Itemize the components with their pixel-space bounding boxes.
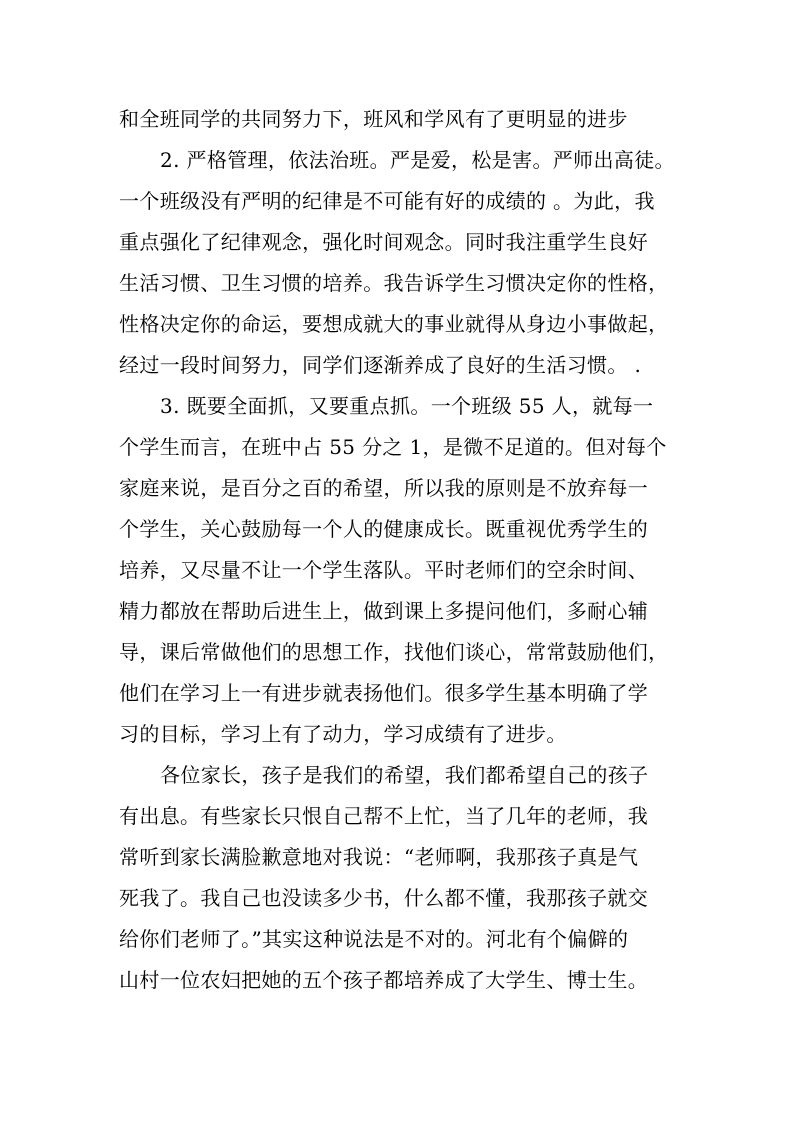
text-line: 山村一位农妇把她的五个孩子都培养成了大学生、博士生。	[119, 968, 649, 992]
text-line: 2. 严格管理，依法治班。严是爱，松是害。严师出高徒。	[160, 148, 675, 172]
text-line: 导，课后常做他们的思想工作，找他们谈心，常常鼓励他们，	[119, 640, 669, 664]
text-line: 有出息。有些家长只恨自己帮不上忙，当了几年的老师，我	[119, 804, 649, 828]
text-line: 重点强化了纪律观念，强化时间观念。同时我注重学生良好	[119, 230, 649, 254]
text-line: 生活习惯、卫生习惯的培养。我告诉学生习惯决定你的性格，	[119, 271, 669, 295]
text-line: 3. 既要全面抓，又要重点抓。一个班级 55 人，就每一	[160, 394, 654, 418]
text-line: 和全班同学的共同努力下，班风和学风有了更明显的进步	[119, 107, 628, 131]
text-line: 培养，又尽量不让一个学生落队。平时老师们的空余时间、	[119, 558, 649, 582]
text-line: 习的目标，学习上有了动力，学习成绩有了进步。	[119, 722, 567, 746]
text-line: 给你们老师了。”其实这种说法是不对的。河北有个偏僻的	[119, 927, 629, 951]
text-line: 精力都放在帮助后进生上，做到课上多提问他们，多耐心辅	[119, 599, 649, 623]
text-line: 性格决定你的命运，要想成就大的事业就得从身边小事做起，	[119, 312, 669, 336]
text-line: 个学生，关心鼓励每一个人的健康成长。既重视优秀学生的	[119, 517, 649, 541]
text-line: 他们在学习上一有进步就表扬他们。很多学生基本明确了学	[119, 681, 649, 705]
text-line: 各位家长，孩子是我们的希望，我们都希望自己的孩子	[160, 763, 649, 787]
text-line: 个学生而言，在班中占 55 分之 1，是微不足道的。但对每个	[119, 435, 667, 459]
text-line: 常听到家长满脸歉意地对我说：“老师啊，我那孩子真是气	[119, 845, 639, 869]
text-line: 家庭来说，是百分之百的希望，所以我的原则是不放弃每一	[119, 476, 649, 500]
text-line: 一个班级没有严明的纪律是不可能有好的成绩的 。为此，我	[119, 189, 655, 213]
text-line: 经过一段时间努力，同学们逐渐养成了良好的生活习惯。 .	[119, 353, 642, 377]
text-line: 死我了。我自己也没读多少书，什么都不懂，我那孩子就交	[119, 886, 649, 910]
